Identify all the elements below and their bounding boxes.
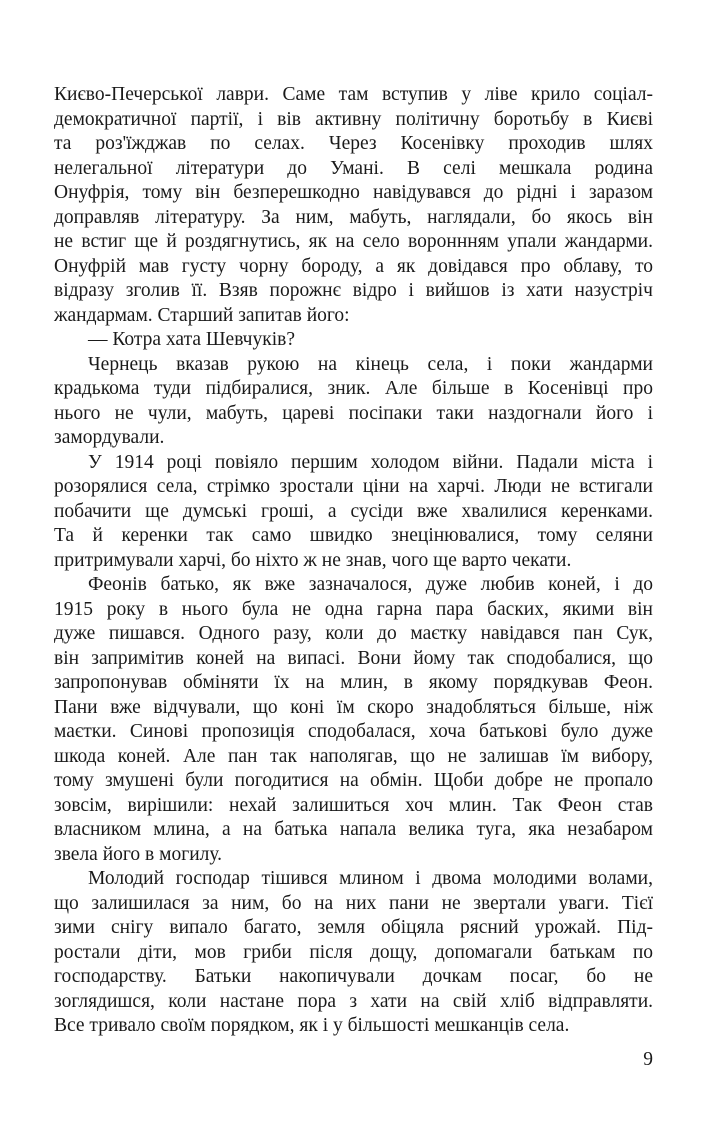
text-line: крадькома туди підбиралися, зник. Але більше в Косенівці про: [54, 378, 653, 399]
text-line: зовсім, вирішили: нехай залишиться хоч млин. Так Феон став: [54, 794, 653, 816]
text-line: він запримітив коней на випасі. Вони йому так сподобалися, що: [54, 647, 653, 669]
body-text: [54, 83, 653, 1039]
text-line: розорялися села, стрімко зростали ціни на харчі. Люди не встигали: [54, 476, 653, 497]
page-number: 9: [643, 1049, 653, 1070]
text-line: замордували.: [54, 427, 165, 448]
text-line: У 1914 році повіяло першим холодом війни. Падали міста і: [88, 451, 653, 473]
text-line: нього не чули, мабуть, цареві посіпаки таки наздогнали його і: [54, 402, 653, 424]
text-line: Онуфрія, тому він безперешкодно навідувався до рідні і заразом: [54, 182, 653, 203]
text-line: що залишилася за ним, бо на них пани не звертали уваги. Тієї: [54, 892, 653, 914]
text-line: зоглядишся, коли настане пора з хати на свій хліб відправляти.: [54, 990, 653, 1012]
text-line: Пани вже відчували, що коні їм скоро знадобляться більше, ніж: [54, 696, 653, 718]
text-line: шкода коней. Але пан так наполягав, що не залишав їм вибору,: [54, 745, 653, 767]
text-line: не встиг ще й роздягнутись, як на село вороннням упали жандарми.: [54, 231, 653, 252]
text-line: демократичної партії, і вів активну політичну боротьбу в Києві: [54, 108, 653, 130]
text-line: жандармам. Старший запитав його:: [54, 304, 350, 326]
text-line: запропонував обміняти їх на млин, в якому порядкував Феон.: [54, 672, 653, 693]
text-line: 1915 року в нього була не одна гарна пара баских, якими він: [54, 598, 653, 620]
text-line: Феонів батько, як вже зазначалося, дуже любив коней, і до: [88, 574, 653, 595]
text-line: ростали діти, мов гриби після дощу, допомагали батькам по: [54, 941, 653, 963]
text-line: власником млина, а на батька напала велика туга, яка незабаром: [54, 819, 653, 840]
text-line: Молодий господар тішився млином і двома молодими волами,: [88, 868, 653, 889]
text-line: дуже пишався. Одного разу, коли до маєтку навідався пан Сук,: [54, 623, 653, 644]
text-line: та роз'їжджав по селах. Через Косенівку проходив шлях: [54, 133, 653, 154]
text-line: тому змушені були погодитися на обмін. Щоби добре не пропало: [54, 770, 653, 791]
text-line: Чернець вказав рукою на кінець села, і поки жандарми: [88, 353, 653, 375]
text-line: звела його в могилу.: [54, 843, 223, 865]
text-line: побачити ще думські гроші, а сусіди вже хвалилися керенками.: [54, 500, 653, 522]
text-line: Онуфрій мав густу чорну бороду, а як довідався про облаву, то: [54, 255, 653, 277]
text-line: господарству. Батьки накопичували дочкам посаг, бо не: [54, 966, 653, 987]
text-line: притримували харчі, бо ніхто ж не знав, чого ще варто чекати.: [54, 549, 572, 571]
text-line: Києво-Печерської лаври. Саме там вступив у ліве крило соціал-: [54, 84, 653, 105]
text-line: відразу зголив її. Взяв порожнє відро і вийшов із хати назустріч: [54, 280, 653, 301]
text-line: маєтки. Синові пропозиція сподобалася, хоча батькові було дуже: [54, 721, 653, 742]
text-line: Все тривало своїм порядком, як і у більшості мешканців села.: [54, 1015, 570, 1036]
text-line: нелегальної літератури до Умані. В селі мешкала родина: [54, 157, 653, 179]
text-line: — Котра хата Шевчуків?: [88, 329, 295, 350]
text-line: Та й керенки так само швидко знецінювалися, тому селяни: [54, 525, 653, 546]
text-line: доправляв літературу. За ним, мабуть, наглядали, бо якось він: [54, 206, 653, 228]
text-line: зими снігу випало багато, земля обіцяла рясний урожай. Під-: [54, 917, 653, 938]
